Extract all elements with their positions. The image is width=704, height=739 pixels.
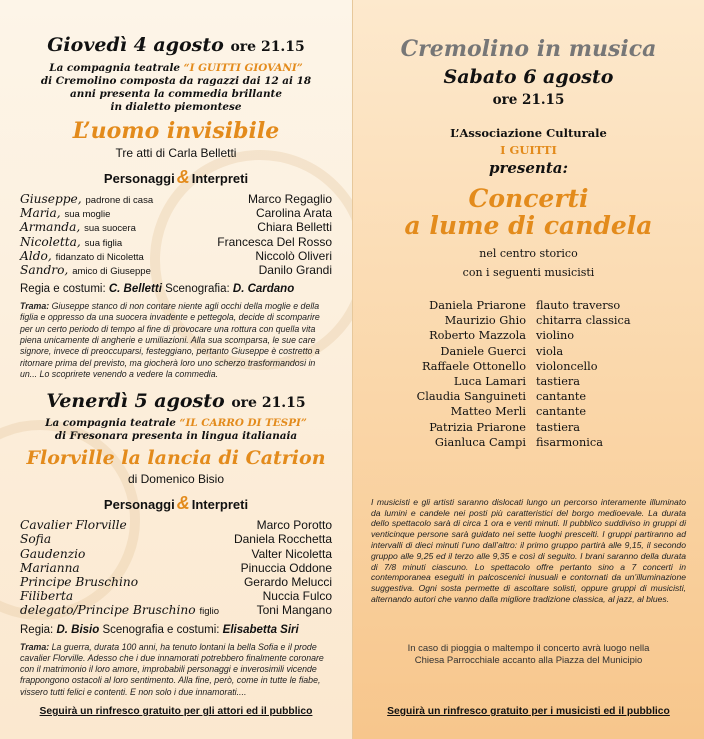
event1-subtitle: Tre atti di Carla Belletti [115, 146, 237, 160]
association-label: L’Associazione Culturale [450, 126, 607, 140]
association-name: I GUITTI [500, 143, 557, 157]
cast-actor: Valter Nicoletta [251, 546, 332, 561]
musician-instrument: violino [536, 329, 575, 343]
role-name: Aldo, [20, 248, 52, 263]
cast-actor: Toni Mangano [256, 603, 332, 618]
role-name: Maria, [20, 206, 61, 221]
event1-credits: Regia e costumi: C. Belletti Scenografia: D. Cardano [20, 283, 295, 296]
musician-name: Luca Lamari [453, 374, 526, 388]
event2-subtitle: di Domenico Bisio [127, 472, 225, 487]
musician-name: Patrizia Priarone [429, 420, 526, 434]
musician-name: Maurizio Ghio [444, 314, 526, 328]
concert-title: Concerti a lume di candela [404, 184, 653, 240]
concert-date: Sabato 6 agosto [443, 66, 614, 88]
cast-row [20, 532, 332, 546]
cast-role [20, 547, 85, 561]
cast-row [20, 518, 332, 532]
role-name: Armanda, [20, 220, 81, 235]
cast-row [20, 249, 332, 263]
cast-actor: Marco Regaglio [247, 192, 332, 206]
cast-row [20, 192, 332, 206]
right-title: Cremolino in musica [400, 36, 657, 62]
cast-actor: Danilo Grandi [258, 262, 332, 277]
role-name: Cavalier Florville [20, 518, 127, 533]
event2-company: La compagnia teatrale “IL CARRO DI TESPI” di Fresonara presenta in lingua italianaia [45, 417, 307, 443]
cast-actor: Nuccia Fulco [262, 589, 332, 604]
musician-instrument: viola [536, 344, 564, 358]
cast-role [20, 263, 151, 277]
role-note: amico di Giuseppe [72, 265, 151, 277]
cast-role [20, 532, 51, 546]
cast-role [20, 235, 122, 249]
musician-row [353, 405, 704, 420]
musician-row [353, 345, 704, 360]
role-note: sua suocera [84, 223, 136, 235]
event2-credits: Regia: D. Bisio Scenografia e costumi: Elisabetta Siri [20, 623, 299, 636]
cast-row [20, 220, 332, 234]
event2-cast-list [20, 518, 332, 617]
cast-role [20, 206, 110, 220]
musician-instrument: tastiera [536, 374, 581, 388]
concert-description: I musicisti e gli artisti saranno dislocati lungo un percorso interamente illuminato da lumini e candele nei posti più caratteristici del borgo medioevale. La durata dello spettacolo sarà di circa 1 ora e venti minuti. Il pubblico suddiviso in gruppi di venticinque persone sarà guidato nei sette luoghi prescelti. I gruppi partiranno ad intervalli di dieci minuti l’uno dall’altro: il primo gruppo partirà alle 9,15, il secondo gruppo alle 9,25 ed il terzo alle 9,35 e così di seguito. I brani saranno della durata di 7/8 minuti ciascuno. Lo spettacolo offre pertanto sino a 7 concerti in contemporanea eseguiti in palcoscenici inusuali e contornati da un’illuminazione suggestiva. Ogni sosta permette di ascoltare solisti, oppure gruppi di musicisti, alternando autori che vanno dalla migliore tradizione classica, al jazz, al blues. [371, 496, 686, 605]
right-panel [352, 0, 704, 739]
role-note: padrone di casa [85, 195, 154, 206]
musician-row [353, 360, 704, 375]
musician-name: Daniela Priarone [429, 299, 526, 312]
role-note: sua figlia [84, 237, 123, 249]
cast-actor: Francesca Del Rosso [217, 234, 332, 249]
cast-actor: Daniela Rocchetta [233, 532, 332, 547]
role-name: delegato/Principe Bruschino [20, 603, 196, 618]
cast-row [20, 206, 332, 220]
role-name: Principe Bruschino [20, 574, 139, 589]
musician-name: Roberto Mazzola [429, 329, 526, 343]
cast-row [20, 547, 332, 561]
cast-role [20, 603, 219, 617]
musician-name: Daniele Guerci [440, 344, 526, 358]
cast-role [20, 192, 153, 206]
event1-cast-list [20, 192, 332, 277]
musician-name: Matteo Merli [450, 405, 526, 419]
event1-plot: Trama: Giuseppe stanco di non contare niente agli occhi della moglie e della figlia e oppresso da una suocera invadente e pettegola, decide di scomparire per un certo periodo di tempo al fine di provocare una rottura con quella vita piena unicamente di angherie e umiliazioni. Alla sua scomparsa, le sue care signore, invece di preoccuparsi, festeggiano, pertanto Giuseppe è costretto a ritornare prima del previsto, ma giocherà loro uno scherzo trasformandosi in un... Lo scoprirete venendo a vedere la commedia. [20, 301, 320, 379]
role-name: Nicoletta, [20, 234, 81, 249]
cast-actor: Chiara Belletti [257, 220, 332, 235]
musician-row [353, 375, 704, 390]
cast-row [20, 561, 332, 575]
role-name: Filiberta [20, 589, 74, 604]
role-name: Gaudenzio [20, 546, 86, 561]
cast-actor: Gerardo Melucci [243, 574, 332, 589]
musician-row [353, 299, 704, 314]
role-note: sua moglie [64, 209, 111, 221]
event2-title: Florville la lancia di Catrion [26, 447, 326, 470]
cast-actor: Marco Porotto [256, 518, 332, 533]
cast-actor: Niccolò Oliveri [255, 248, 332, 263]
presenta-label: presenta: [488, 159, 568, 177]
event1-cast-heading: Personaggi & Interpreti [103, 167, 249, 187]
cast-role [20, 220, 136, 234]
musician-row [353, 314, 704, 329]
rain-notice: In caso di pioggia o maltempo il concerto avrà luogo nella Chiesa Parrocchiale accanto alla Piazza del Municipio [407, 642, 650, 666]
event2-plot: Trama: La guerra, durata 100 anni, ha tenuto lontani la bella Sofia e il prode cavalier Florville. Adesso che i due innamorati potrebbero finalmente coronare con il matrimonio il loro amore, improbabili personaggi e inverosimili vicende frappongono ostacoli al loro sentimento. Alla fine, però, come in tutte le fiabe, vissero tutti felici e contenti. E non solo i due innamorati.... [20, 641, 324, 697]
right-footer: Seguirà un rinfresco gratuito per i musicisti ed il pubblico [387, 706, 670, 717]
musician-instrument: chitarra classica [536, 314, 631, 328]
musician-row [353, 390, 704, 405]
role-name: Giuseppe, [20, 192, 82, 206]
cast-role [20, 589, 73, 603]
event2-cast-heading: Personaggi & Interpreti [103, 493, 249, 514]
musicians-intro: con i seguenti musicisti [462, 266, 595, 279]
musician-instrument: fisarmonica [536, 435, 603, 449]
musician-instrument: violoncello [536, 359, 598, 373]
role-name: Sandro, [20, 262, 69, 277]
cast-row [20, 263, 332, 277]
event1-title: L’uomo invisibile [72, 118, 280, 144]
event1-company: La compagnia teatrale “I GUITTI GIOVANI” di Cremolino composta da ragazzi dai 12 ai 18 anni presenta la commedia brillante in dialetto piemontese [40, 62, 312, 113]
cast-role [20, 561, 80, 575]
cast-actor: Carolina Arata [255, 206, 332, 221]
musician-name: Claudia Sanguineti [416, 390, 526, 404]
role-name: Marianna [20, 560, 80, 575]
musician-instrument: tastiera [536, 420, 581, 434]
musician-name: Raffaele Ottonello [422, 359, 526, 373]
musician-row [353, 421, 704, 436]
cast-role [20, 575, 138, 589]
event2-date: Venerdì 5 agosto ore 21.15 [46, 390, 306, 413]
cast-row [20, 235, 332, 249]
musician-instrument: flauto traverso [536, 299, 621, 312]
musicians-list [353, 299, 704, 451]
left-footer: Seguirà un rinfresco gratuito per gli attori ed il pubblico [39, 706, 313, 717]
role-name: Sofia [20, 532, 52, 547]
cast-actor: Pinuccia Oddone [240, 560, 332, 575]
musician-row [353, 436, 704, 451]
musician-instrument: cantante [536, 390, 587, 404]
cast-role [20, 518, 127, 532]
cast-row [20, 589, 332, 603]
role-note: figlio [199, 606, 219, 618]
musician-row [353, 329, 704, 344]
role-note: fidanzato di Nicoletta [55, 251, 144, 263]
musician-name: Gianluca Campi [434, 435, 526, 449]
concert-time: ore 21.15 [492, 92, 565, 108]
event1-date: Giovedì 4 agosto ore 21.15 [47, 34, 305, 56]
concert-place: nel centro storico [479, 247, 578, 260]
cast-row [20, 575, 332, 589]
cast-role [20, 249, 144, 263]
cast-row [20, 603, 332, 617]
musician-instrument: cantante [536, 405, 587, 419]
